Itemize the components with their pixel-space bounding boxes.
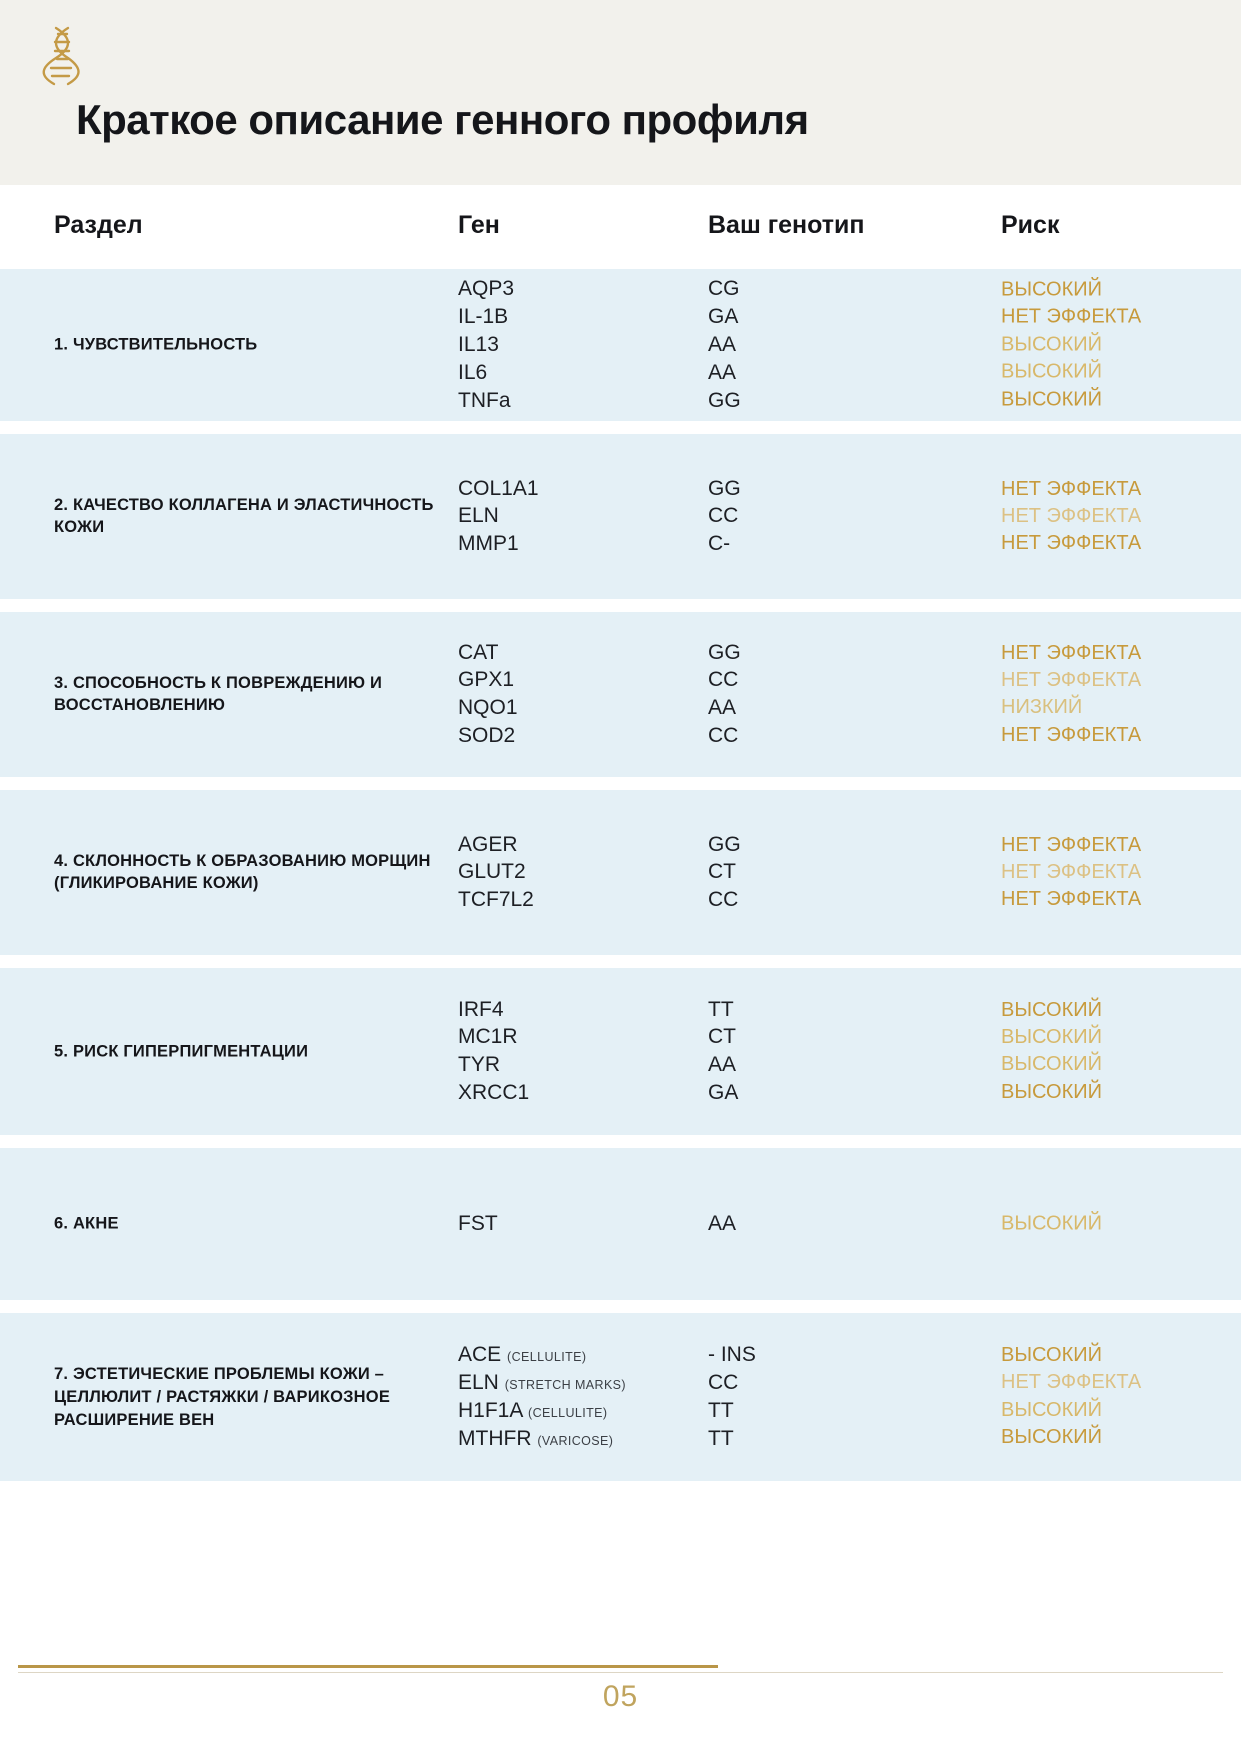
table-row — [0, 968, 1241, 1135]
gene-note: (CELLULITE) — [507, 1350, 587, 1365]
genotype-value: GA — [708, 1081, 739, 1105]
gene-symbol: MMP1 — [458, 532, 519, 556]
table-row-inner — [0, 1343, 1241, 1450]
table-row-inner — [0, 277, 1241, 412]
genotype-value: TT — [708, 997, 734, 1021]
cell-section: 5. РИСК ГИПЕРПИГМЕНТАЦИИ — [54, 1042, 309, 1061]
gene-symbol: ELN — [458, 1371, 499, 1395]
gene-symbol: AGER — [458, 832, 518, 856]
gene-symbol: MC1R — [458, 1025, 518, 1049]
gene-name — [458, 1341, 708, 1369]
cell-risk-list — [1001, 475, 1231, 557]
table-row — [0, 434, 1241, 599]
genotype-value: CG — [708, 277, 740, 301]
cell-genotype-list — [708, 475, 988, 559]
table-row — [0, 1313, 1241, 1481]
risk-badge: ВЫСОКИЙ — [1001, 388, 1103, 411]
cell-gene-list — [458, 275, 708, 415]
genotype-value: GG — [708, 640, 741, 664]
cell-genotype-list — [708, 1341, 988, 1453]
risk-badge: НЕТ ЭФФЕКТА — [1001, 833, 1142, 856]
gene-symbol: SOD2 — [458, 724, 516, 748]
risk-badge: НЕТ ЭФФЕКТА — [1001, 504, 1142, 527]
cell-risk-list — [1001, 997, 1231, 1107]
genotype-value: - INS — [708, 1343, 756, 1367]
cell-gene-list — [458, 639, 708, 751]
gene-name — [458, 695, 708, 723]
risk-badge: НЕТ ЭФФЕКТА — [1001, 532, 1142, 555]
cell-gene-list — [458, 475, 708, 559]
genotype-value: C- — [708, 532, 731, 556]
gene-symbol: TYR — [458, 1053, 500, 1077]
table-row-inner — [0, 1202, 1241, 1246]
cell-section: 1. ЧУВСТВИТЕЛЬНОСТЬ — [54, 335, 258, 354]
table-row-inner — [0, 997, 1241, 1105]
table-row-inner — [0, 640, 1241, 748]
cell-risk-list — [1001, 277, 1231, 414]
gene-note: (VARICOSE) — [537, 1433, 614, 1448]
risk-badge: ВЫСОКИЙ — [1001, 278, 1103, 301]
risk-badge: ВЫСОКИЙ — [1001, 333, 1103, 356]
risk-badge: ВЫСОКИЙ — [1001, 360, 1103, 383]
column-header-risk: Риск — [1001, 211, 1060, 239]
risk-badge: ВЫСОКИЙ — [1001, 1426, 1103, 1449]
cell-section: 4. СКЛОННОСТЬ К ОБРАЗОВАНИЮ МОРЩИН (ГЛИКИРОВАНИЕ КОЖИ) — [54, 851, 431, 893]
gene-name — [458, 1052, 708, 1080]
risk-badge: ВЫСОКИЙ — [1001, 1212, 1103, 1235]
gene-name — [458, 530, 708, 558]
risk-badge: ВЫСОКИЙ — [1001, 998, 1103, 1021]
cell-risk-list — [1001, 640, 1231, 750]
genotype-value: AA — [708, 360, 737, 384]
cell-section: 3. СПОСОБНОСТЬ К ПОВРЕЖДЕНИЮ И ВОССТАНОВЛЕНИЮ — [54, 673, 383, 715]
gene-name — [458, 387, 708, 415]
genotype-value: CT — [708, 1025, 736, 1049]
genotype-value: CC — [708, 724, 739, 748]
table-row-inner — [0, 832, 1241, 912]
risk-badge: НЕТ ЭФФЕКТА — [1001, 641, 1142, 664]
cell-genotype-list — [708, 639, 988, 751]
cell-genotype-list — [708, 996, 988, 1108]
gene-symbol: TCF7L2 — [458, 888, 534, 912]
gene-name — [458, 1397, 708, 1425]
cell-section: 7. ЭСТЕТИЧЕСКИЕ ПРОБЛЕМЫ КОЖИ – ЦЕЛЛЮЛИТ / РАСТЯЖКИ / ВАРИКОЗНОЕ РАСШИРЕНИЕ ВЕН — [54, 1364, 391, 1429]
cell-genotype-list — [708, 831, 988, 915]
risk-badge: ВЫСОКИЙ — [1001, 1026, 1103, 1049]
gene-symbol: GPX1 — [458, 668, 515, 692]
genotype-value: CC — [708, 504, 739, 528]
risk-badge: ВЫСОКИЙ — [1001, 1080, 1103, 1103]
gene-symbol: COL1A1 — [458, 476, 539, 500]
gene-name — [458, 1079, 708, 1107]
cell-risk-list — [1001, 1342, 1231, 1452]
gene-name — [458, 996, 708, 1024]
cell-section: 2. КАЧЕСТВО КОЛЛАГЕНА И ЭЛАСТИЧНОСТЬ КОЖИ — [54, 495, 434, 537]
cell-gene-list — [458, 996, 708, 1108]
gene-symbol: ELN — [458, 504, 499, 528]
column-header-section: Раздел — [54, 211, 143, 239]
cell-section: 6. АКНЕ — [54, 1214, 119, 1233]
cell-genotype-list — [708, 1210, 988, 1238]
genotype-value: TT — [708, 1399, 734, 1422]
cell-gene-list — [458, 1210, 708, 1238]
risk-badge: ВЫСОКИЙ — [1001, 1344, 1103, 1367]
page-number: 05 — [602, 1680, 639, 1713]
risk-badge: НЕТ ЭФФЕКТА — [1001, 1371, 1142, 1394]
gene-symbol: MTHFR — [458, 1426, 532, 1450]
table-row — [0, 269, 1241, 421]
gene-symbol: IL6 — [458, 360, 488, 384]
genotype-value: CC — [708, 1371, 739, 1395]
gene-name — [458, 639, 708, 667]
gene-name — [458, 331, 708, 359]
footer-divider-light — [18, 1672, 1223, 1673]
dna-helix-icon — [38, 24, 90, 86]
gene-symbol: NQO1 — [458, 696, 518, 720]
gene-name — [458, 722, 708, 750]
cell-risk-list — [1001, 831, 1231, 913]
genotype-value: AA — [708, 696, 737, 720]
genotype-value: CC — [708, 668, 739, 692]
genotype-value: TT — [708, 1426, 734, 1450]
cell-gene-list — [458, 1341, 708, 1453]
risk-badge: НИЗКИЙ — [1001, 696, 1083, 719]
cell-genotype-list — [708, 275, 988, 415]
genotype-value: AA — [708, 333, 737, 357]
gene-symbol: XRCC1 — [458, 1081, 530, 1105]
gene-name — [458, 1024, 708, 1052]
gene-note: (STRETCH MARKS) — [504, 1378, 626, 1393]
column-header-gene: Ген — [458, 211, 500, 239]
table-row-inner — [0, 476, 1241, 556]
gene-symbol: CAT — [458, 640, 499, 664]
gene-symbol: AQP3 — [458, 277, 515, 301]
gene-symbol: GLUT2 — [458, 860, 526, 884]
gene-name — [458, 275, 708, 303]
gene-symbol: ACE — [458, 1343, 502, 1367]
gene-profile-table-body — [0, 269, 1241, 1494]
gene-name — [458, 886, 708, 914]
table-row — [0, 790, 1241, 955]
genotype-value: AA — [708, 1053, 737, 1077]
risk-badge: НЕТ ЭФФЕКТА — [1001, 860, 1142, 883]
table-row — [0, 612, 1241, 777]
gene-name — [458, 831, 708, 859]
gene-name — [458, 475, 708, 503]
genotype-value: CT — [708, 860, 736, 884]
cell-gene-list — [458, 831, 708, 915]
gene-note: (CELLULITE) — [528, 1406, 608, 1420]
gene-name — [458, 359, 708, 387]
cell-risk-list — [1001, 1210, 1231, 1237]
risk-badge: НЕТ ЭФФЕКТА — [1001, 477, 1142, 500]
risk-badge: ВЫСОКИЙ — [1001, 1399, 1103, 1421]
gene-symbol: TNFa — [458, 388, 511, 412]
gene-symbol: IL13 — [458, 333, 499, 357]
table-row — [0, 1148, 1241, 1300]
genotype-value: GG — [708, 476, 741, 500]
gene-name — [458, 503, 708, 531]
risk-badge: НЕТ ЭФФЕКТА — [1001, 723, 1142, 746]
page-title: Краткое описание генного профиля — [76, 96, 809, 143]
gene-name — [458, 303, 708, 331]
genotype-value: GA — [708, 305, 739, 329]
gene-name — [458, 859, 708, 887]
risk-badge: НЕТ ЭФФЕКТА — [1001, 888, 1142, 911]
gene-symbol: H1F1A — [458, 1399, 523, 1422]
risk-badge: НЕТ ЭФФЕКТА — [1001, 669, 1142, 692]
genotype-value: GG — [708, 832, 741, 856]
gene-symbol: FST — [458, 1212, 498, 1236]
genotype-value: CC — [708, 888, 739, 912]
gene-symbol: IL-1B — [458, 305, 509, 329]
gene-symbol: IRF4 — [458, 997, 504, 1021]
gene-name — [458, 1210, 708, 1238]
gene-name — [458, 1425, 708, 1453]
column-header-genotype: Ваш генотип — [708, 211, 865, 239]
table-header-row — [0, 185, 1241, 269]
gene-name — [458, 667, 708, 695]
footer-divider-gold — [18, 1665, 718, 1668]
genotype-value: GG — [708, 388, 741, 412]
risk-badge: ВЫСОКИЙ — [1001, 1053, 1103, 1076]
risk-badge: НЕТ ЭФФЕКТА — [1001, 305, 1142, 328]
header-band — [0, 0, 1241, 185]
gene-name — [458, 1369, 708, 1397]
genotype-value: AA — [708, 1212, 737, 1236]
